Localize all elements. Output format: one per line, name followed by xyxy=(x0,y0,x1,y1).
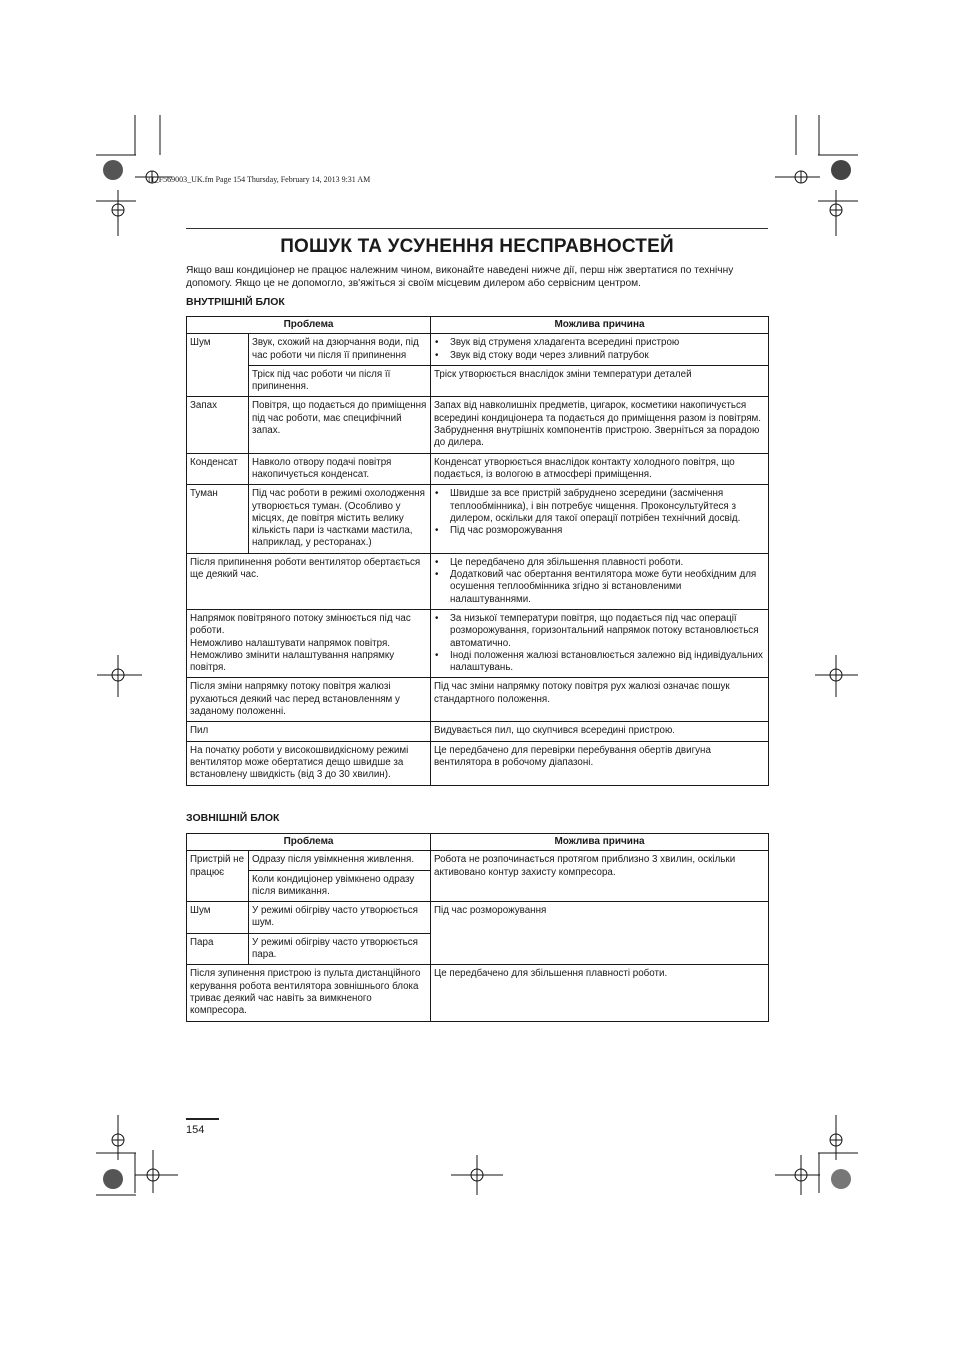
indoor-table xyxy=(186,316,769,786)
problem-cell: У режимі обігріву часто утворюється пара. xyxy=(249,933,431,965)
cause-cell: Конденсат утворюється внаслідок контакту холодного повітря, що подається, із вологою в атмосфері приміщення. xyxy=(431,453,769,485)
problem-cell: Одразу після увімкнення живлення. xyxy=(249,851,431,870)
cause-cell: Це передбачено для збільшення плавності роботи. xyxy=(431,965,769,1021)
problem-cell: У режимі обігріву часто утворюється шум. xyxy=(249,902,431,934)
cause-cell xyxy=(431,609,769,677)
row-label: Пара xyxy=(187,933,249,965)
table-row xyxy=(187,334,769,366)
cause-cell xyxy=(431,334,769,366)
problem-cell: Пил xyxy=(187,722,431,741)
col-cause: Можлива причина xyxy=(431,317,769,334)
col-problem: Проблема xyxy=(187,317,431,334)
cause-cell xyxy=(431,485,769,553)
table-row xyxy=(187,722,769,741)
intro-paragraph: Якщо ваш кондиціонер не працює належним чином, виконайте наведені нижче дії, перш ніж звертатися по технічну допомогу. Якщо це не допомогло, зв'яжіться зі своїм місцевим дилером або сервісним центром. xyxy=(186,265,734,289)
cause-cell: Це передбачено для перевірки перебування обертів двигуна вентилятора в робочому діапазоні. xyxy=(431,741,769,785)
cause-cell: Видувається пил, що скупчився всередині пристрою. xyxy=(431,722,769,741)
table-row xyxy=(187,902,769,934)
table-row xyxy=(187,453,769,485)
list-item: • Звук від стоку води через зливний патрубок xyxy=(450,350,765,362)
cause-cell: Робота не розпочинається протягом приблизно 3 хвилин, оскільки активовано контур захисту компресора. xyxy=(431,851,769,902)
table-row xyxy=(187,678,769,722)
problem-cell: Навколо отвору подачі повітря накопичується конденсат. xyxy=(249,453,431,485)
top-rule xyxy=(186,228,768,229)
problem-cell: Звук, схожий на дзюрчання води, під час роботи чи після її припинення xyxy=(249,334,431,366)
cause-cell xyxy=(431,553,769,609)
outdoor-table xyxy=(186,833,769,1022)
row-label: Пристрій не працює xyxy=(187,851,249,902)
problem-cell: Після припинення роботи вентилятор обертається ще деякий час. xyxy=(187,553,431,609)
table-row xyxy=(187,365,769,397)
problem-text: Неможливо налаштувати напрямок повітря. xyxy=(190,637,390,649)
row-label: Запах xyxy=(187,397,249,453)
table-row xyxy=(187,397,769,453)
problem-cell: Повітря, що подається до приміщення під час роботи, має специфічний запах. xyxy=(249,397,431,453)
list-item: • Швидше за все пристрій забруднено зсередини (засмічення теплообмінника), і він потребує чищення. Проконсультуйтеся з дилером, оскільки для такої операції потрібен технічний досвід. xyxy=(450,488,765,525)
problem-cell xyxy=(187,609,431,677)
table-row xyxy=(187,965,769,1021)
row-label: Конденсат xyxy=(187,453,249,485)
list-item: • Це передбачено для збільшення плавності роботи. xyxy=(450,557,765,569)
problem-cell: Тріск під час роботи чи після її припинення. xyxy=(249,365,431,397)
problem-cell: Під час роботи в режимі охолодження утворюється туман. (Особливо у місцях, де повітря містить велику кількість пари із частками мастила, наприклад, у ресторанах.) xyxy=(249,485,431,553)
cause-cell: Під час зміни напрямку потоку повітря рух жалюзі означає пошук стандартного положення. xyxy=(431,678,769,722)
table-row xyxy=(187,609,769,677)
cause-cell: Під час розморожування xyxy=(431,902,769,965)
problem-cell: Після зупинення пристрою із пульта дистанційного керування робота вентилятора зовнішнього блока триває деякий час навіть за вимкненого компресора. xyxy=(187,965,431,1021)
list-item: • Іноді положення жалюзі встановлюється залежно від індивідуальних налаштувань. xyxy=(450,650,765,675)
cause-text: Забруднення внутрішніх компонентів пристрою. Зверніться за порадою до дилера. xyxy=(434,425,760,449)
indoor-heading: ВНУТРІШНІЙ БЛОК xyxy=(186,296,285,308)
cause-text: Запах від навколишніх предметів, цигарок, косметики накопичується всередині кондиціонера та подається до приміщення разом із повітрям. xyxy=(434,400,762,424)
list-item: • За низької температури повітря, що подається під час операції розморожування, горизонтальний напрямок потоку встановлюється автоматично. xyxy=(450,613,765,650)
row-label: Туман xyxy=(187,485,249,553)
problem-cell: На початку роботи у високошвидкісному режимі вентилятор може обертатися дещо швидше за встановлену швидкість (від 3 до 30 хвилин). xyxy=(187,741,431,785)
page-title: ПОШУК ТА УСУНЕННЯ НЕСПРАВНОСТЕЙ xyxy=(280,236,674,257)
problem-cell: Після зміни напрямку потоку повітря жалюзі рухаються деякий час перед встановленням у заданому положенні. xyxy=(187,678,431,722)
list-item: • Під час розморожування xyxy=(450,525,765,537)
col-cause: Можлива причина xyxy=(431,834,769,851)
table-row xyxy=(187,553,769,609)
page-number-rule xyxy=(186,1118,219,1120)
problem-cell: Коли кондиціонер увімкнено одразу після вимикання. xyxy=(249,870,431,902)
col-problem: Проблема xyxy=(187,834,431,851)
row-label: Шум xyxy=(187,902,249,934)
list-item: • Звук від струменя хладагента всередині пристрою xyxy=(450,337,765,349)
page-number: 154 xyxy=(186,1124,205,1136)
table-row xyxy=(187,741,769,785)
table-row xyxy=(187,485,769,553)
problem-text: Неможливо змінити налаштування напрямку повітря. xyxy=(190,649,395,674)
outdoor-heading: ЗОВНІШНІЙ БЛОК xyxy=(186,812,280,824)
list-item: • Додатковий час обертання вентилятора може бути необхідним для осушення теплообмінника згідно зі встановленими налаштуваннями. xyxy=(450,569,765,606)
problem-text: Напрямок повітряного потоку змінюється під час роботи. xyxy=(190,612,411,637)
row-label: Шум xyxy=(187,334,249,397)
file-header: 11_F569003_UK.fm Page 154 Thursday, February 14, 2013 9:31 AM xyxy=(147,175,371,184)
table-row xyxy=(187,851,769,870)
cause-cell xyxy=(431,397,769,453)
cause-cell: Тріск утворюється внаслідок зміни температури деталей xyxy=(431,365,769,397)
